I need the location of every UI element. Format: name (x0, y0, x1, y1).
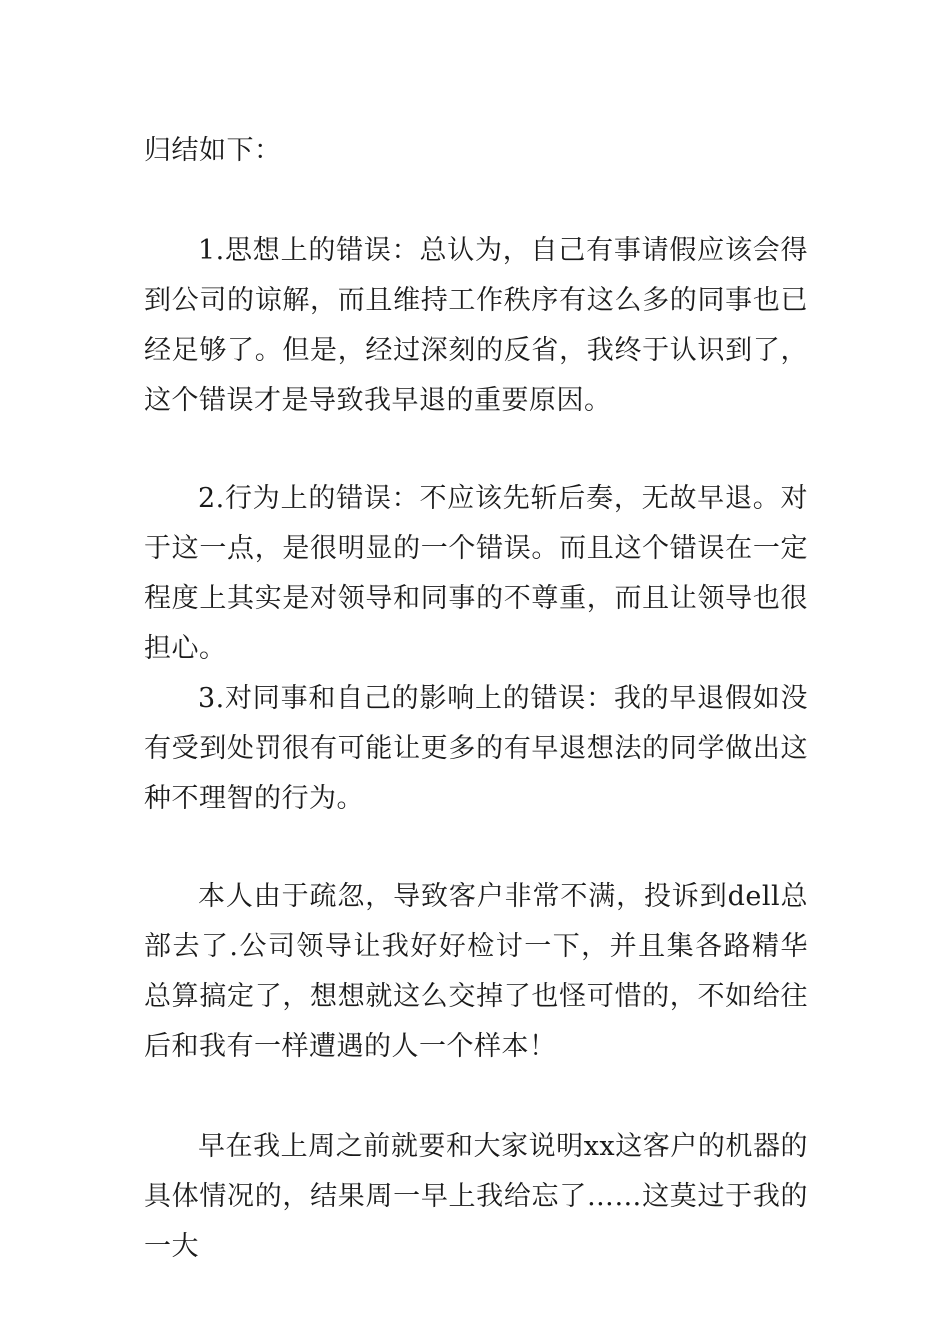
body-paragraph: 本人由于疏忽，导致客户非常不满，投诉到dell总部去了.公司领导让我好好检讨一下，并且集各路精华总算搞定了，想想就这么交掉了也怪可惜的，不如给往后和我有一样遭遇的人一个样本！ (144, 881, 808, 1062)
point-1-paragraph: 1.思想上的错误：总认为，自己有事请假应该会得到公司的谅解，而且维持工作秩序有这么多的同事也已经足够了。但是，经过深刻的反省，我终于认识到了，这个错误才是导致我早退的重要原因。 (144, 235, 808, 416)
point-2-paragraph: 2.行为上的错误：不应该先斩后奏，无故早退。对于这一点，是很明显的一个错误。而且这个错误在一定程度上其实是对领导和同事的不尊重，而且让领导也很担心。 (144, 483, 808, 664)
body-paragraph: 早在我上周之前就要和大家说明xx这客户的机器的具体情况的，结果周一早上我给忘了……这莫过于我的一大 (144, 1131, 808, 1262)
point-3-paragraph: 3.对同事和自己的影响上的错误：我的早退假如没有受到处罚很有可能让更多的有早退想法的同学做出这种不理智的行为。 (144, 683, 808, 814)
summary-heading-paragraph: 归结如下： (144, 135, 282, 166)
